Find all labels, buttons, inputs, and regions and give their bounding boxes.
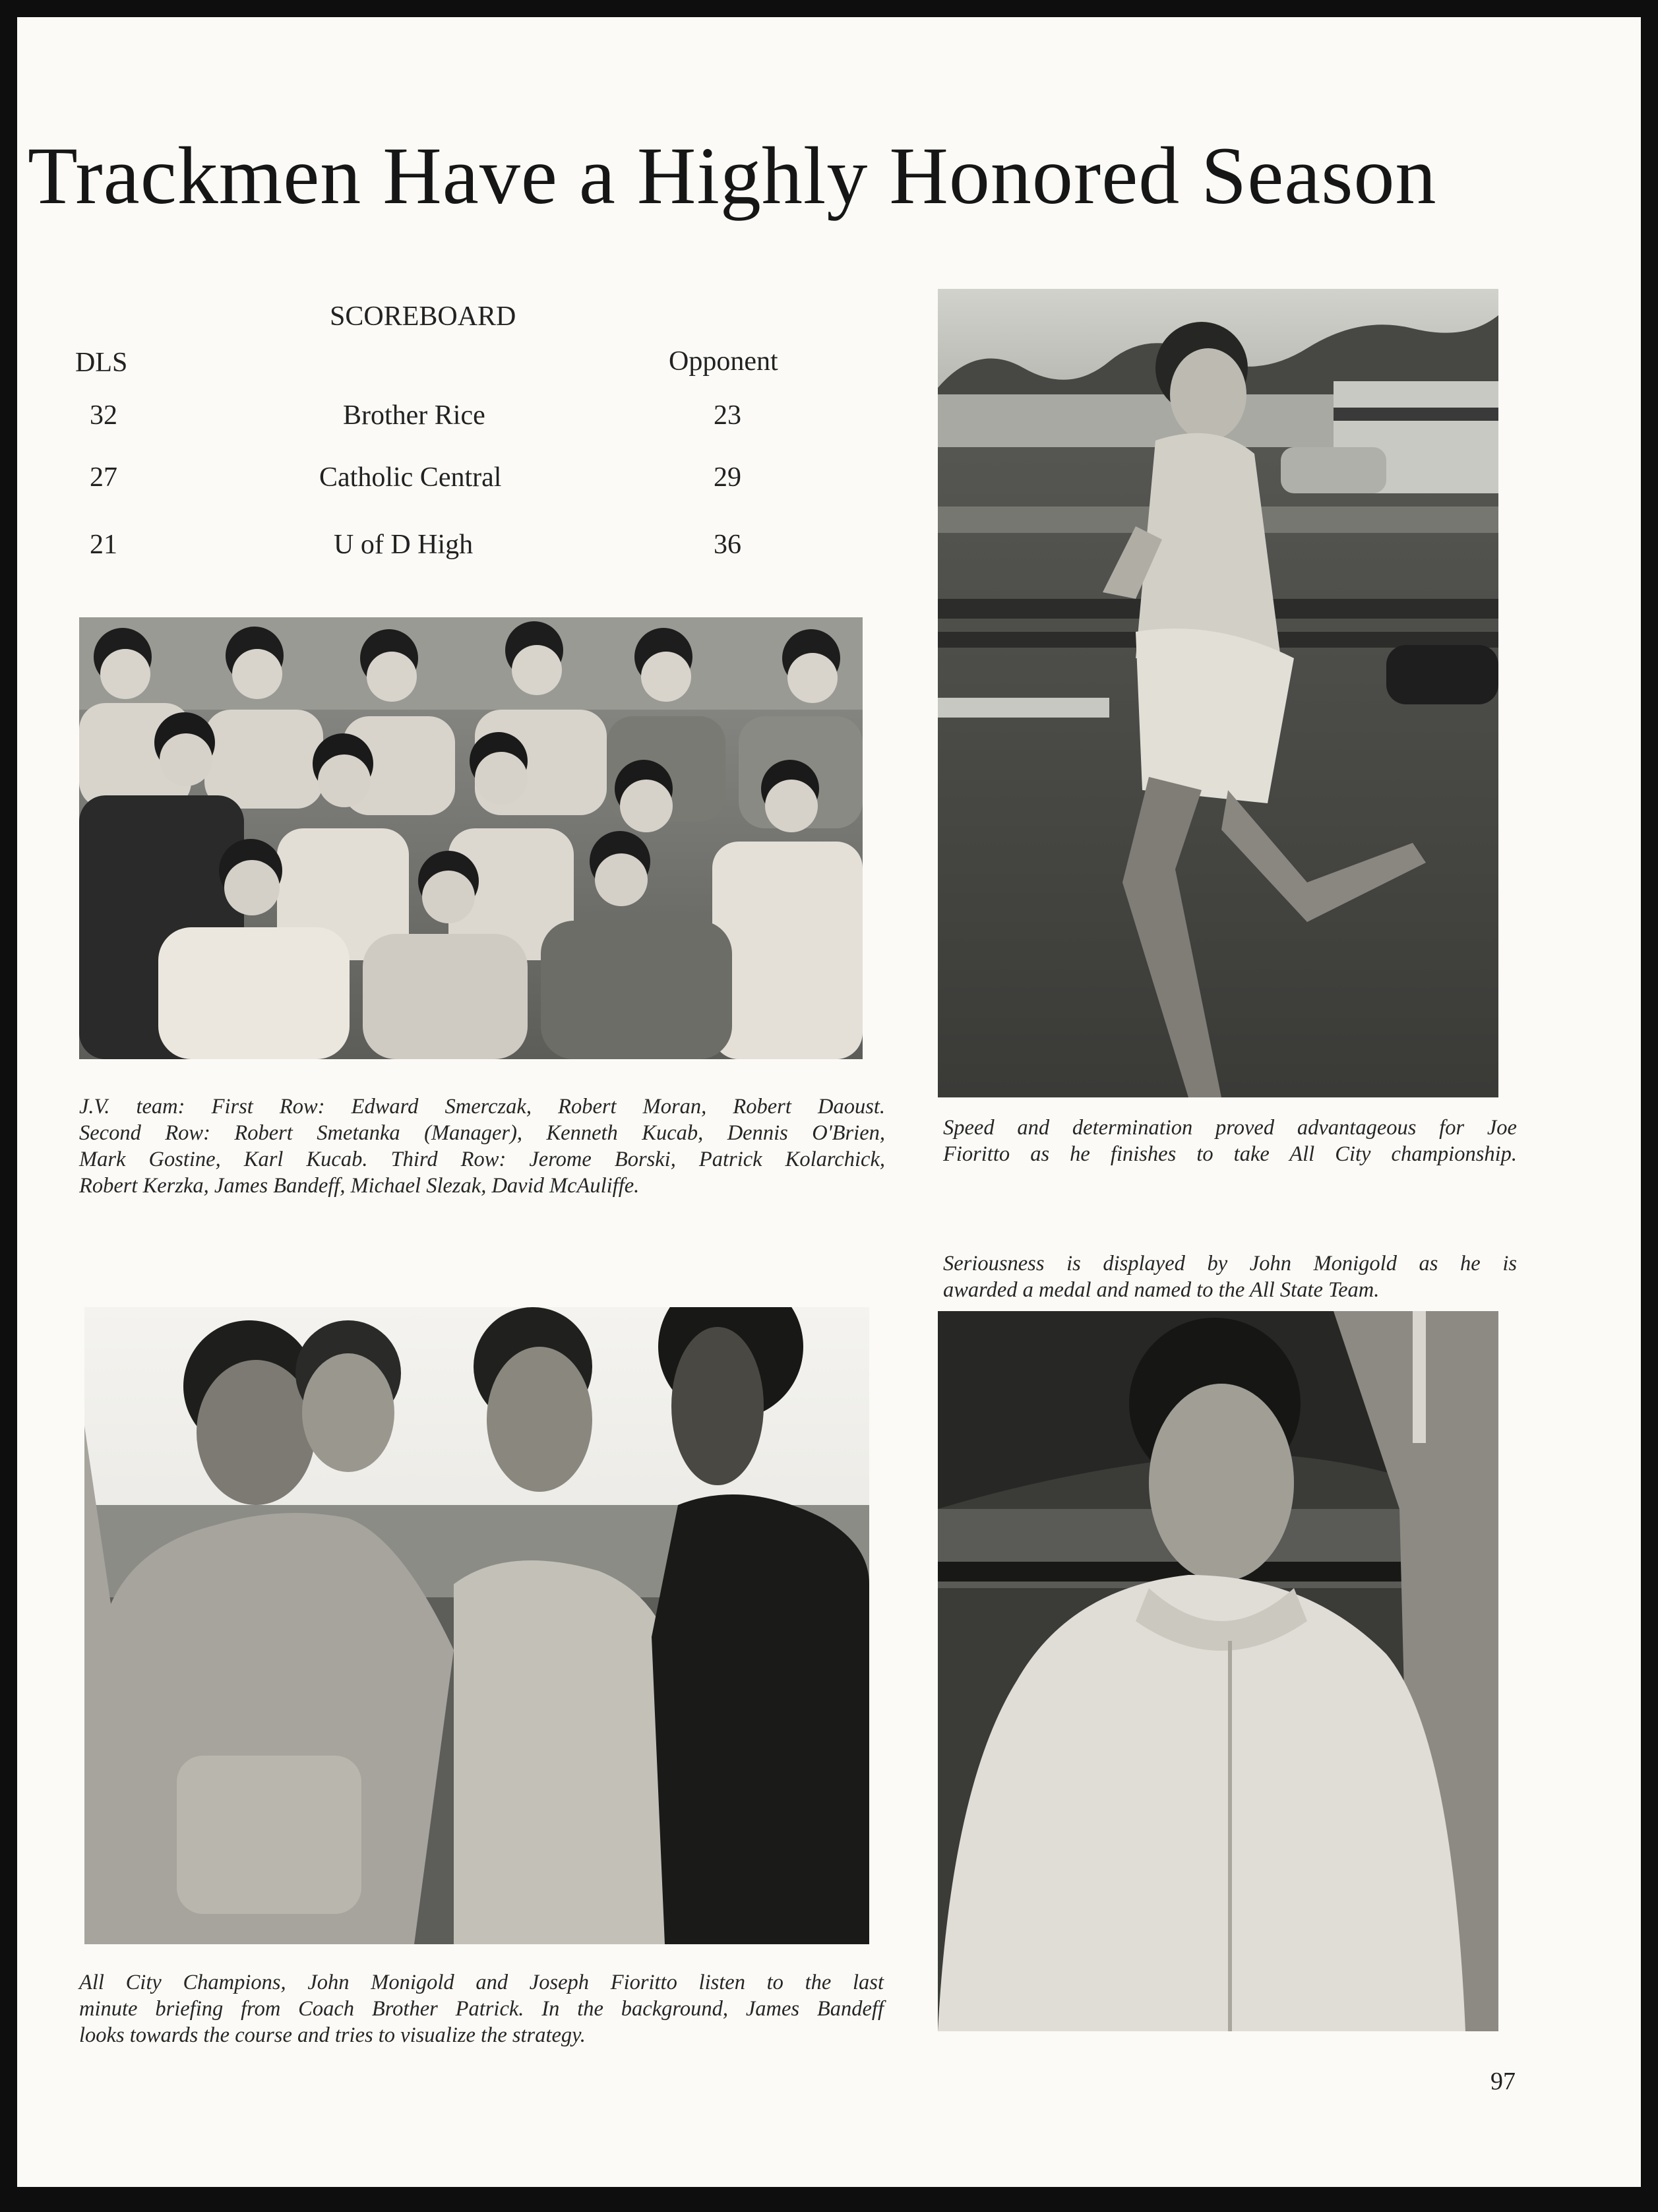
medal-recipient-photo: [938, 1311, 1498, 2031]
caption-line: All City Champions, John Monigold and Joseph Fioritto listen to the last: [79, 1971, 884, 1994]
page-headline: Trackmen Have a Highly Honored Season: [28, 131, 1437, 221]
scoreboard-opponent-score: 23: [714, 400, 741, 431]
caption-line: looks towards the course and tries to visualize the strategy.: [79, 2023, 586, 2047]
caption-line: awarded a medal and named to the All State Team.: [943, 1278, 1380, 1302]
scoreboard-dls-score: 21: [90, 530, 117, 560]
jv-team-caption: [79, 1093, 885, 1199]
caption-line: Mark Gostine, Karl Kucab. Third Row: Jerome Borski, Patrick Kolarchick,: [79, 1148, 885, 1171]
caption-line: Second Row: Robert Smetanka (Manager), Kenneth Kucab, Dennis O'Brien,: [79, 1121, 885, 1145]
scoreboard-row: [17, 462, 875, 501]
scoreboard-row: [17, 529, 875, 568]
yearbook-page: [17, 17, 1641, 2187]
scoreboard-school: Brother Rice: [343, 400, 485, 431]
caption-line: Robert Kerzka, James Bandeff, Michael Slezak, David McAuliffe.: [79, 1174, 640, 1198]
scoreboard-opponent-score: 36: [714, 530, 741, 560]
champions-photo: [84, 1307, 869, 1944]
scoreboard-opponent-score: 29: [714, 462, 741, 493]
champions-caption: [79, 1969, 884, 2048]
runner-caption: [943, 1115, 1517, 1167]
scoreboard-dls-score: 27: [90, 462, 117, 493]
scoreboard-dls-header: DLS: [75, 348, 128, 378]
caption-line: Fioritto as he finishes to take All City championship.: [943, 1142, 1517, 1166]
page-number: 97: [1490, 2068, 1516, 2095]
jv-team-photo: [79, 617, 863, 1059]
scoreboard-school: U of D High: [334, 530, 474, 560]
caption-line: Speed and determination proved advantageous for Joe: [943, 1116, 1517, 1140]
caption-line: J.V. team: First Row: Edward Smerczak, Robert Moran, Robert Daoust.: [79, 1095, 885, 1119]
medal-caption: [943, 1250, 1517, 1303]
scoreboard-dls-score: 32: [90, 400, 117, 431]
scoreboard-title: SCOREBOARD: [330, 301, 516, 332]
scoreboard-school: Catholic Central: [319, 462, 502, 493]
scoreboard-opponent-header: Opponent: [669, 346, 778, 377]
caption-line: minute briefing from Coach Brother Patrick. In the background, James Bandeff: [79, 1997, 884, 2021]
runner-photo: [938, 289, 1498, 1097]
caption-line: Seriousness is displayed by John Monigold as he is: [943, 1252, 1517, 1275]
scoreboard-row: [17, 400, 875, 439]
